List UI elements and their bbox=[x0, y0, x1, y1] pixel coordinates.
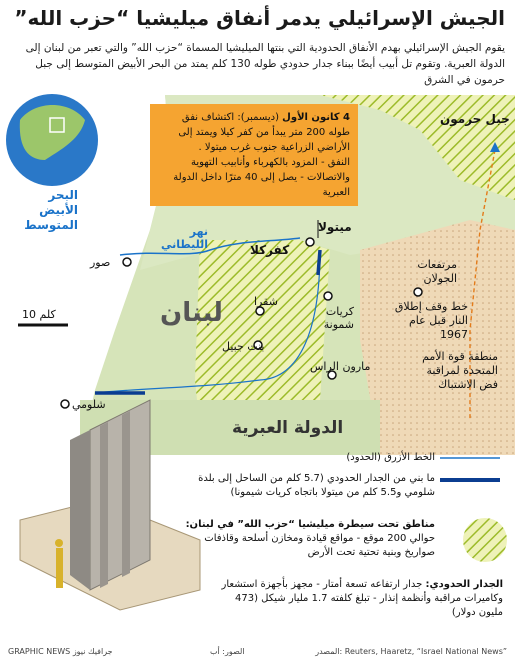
golan-dot bbox=[414, 288, 422, 296]
label-mediterranean: البحر الأبيض المتوسط bbox=[24, 188, 78, 232]
label-ceasefire: خط وقف إطلاق النار قبل عام 1967 bbox=[394, 300, 468, 341]
shaqra-dot bbox=[256, 307, 264, 315]
legend-wall-title: الجدار الحدودي: bbox=[425, 579, 503, 590]
label-lebanon: لبنان bbox=[160, 298, 223, 328]
legend-hezbollah-swatch bbox=[463, 518, 507, 562]
shlomi-dot bbox=[61, 400, 69, 408]
label-shaqra: شقرا bbox=[254, 295, 278, 308]
footer-sources: المصدر: Reuters, Haaretz, “Israel National News” bbox=[315, 647, 507, 656]
kiryat-shmona-dot bbox=[324, 292, 332, 300]
label-unifil: منطقة قوة الأمم المتحدة لمراقبة فض الاشتباك bbox=[422, 350, 498, 391]
label-metula: ميتولا bbox=[318, 220, 352, 234]
callout-heading: 4 كانون الأول bbox=[282, 112, 350, 123]
legend-wall-body: جدار ارتفاعه تسعة أمتار - مجهز بأجهزة استشعار وكاميرات مراقبة وأنظمة إنذار - تبلغ كلفته 1.7 مليار شيكل (473 مليون دولار) bbox=[221, 579, 503, 618]
label-litani: نهر الليطاني bbox=[161, 225, 208, 251]
label-kafr-kila: كفركلا bbox=[250, 243, 290, 257]
legend-wall-built: ما بني من الجدار الحدودي (5.7 كلم من الساحل إلى بلدة شلومي و5.5 كلم من ميتولا باتجاه كريات شيمونا) bbox=[198, 473, 435, 498]
label-tyre: صور bbox=[90, 256, 111, 269]
callout-heading-suffix: (ديسمبر): اكتشاف نفق طوله 200 متر يبدأ من كفر كيلا ويمتد إلى الأراضي الزراعية جنوب غرب ميتولا . bbox=[178, 112, 350, 153]
page-title: الجيش الإسرائيلي يدمر أنفاق ميليشيا “حزب الله” bbox=[14, 6, 505, 30]
label-golan: مرتفعات الجولان bbox=[417, 258, 457, 285]
label-scale: 10 كلم bbox=[22, 308, 56, 321]
label-israel: الدولة العبرية bbox=[232, 418, 344, 438]
label-marun-al-ras: مارون الراس bbox=[310, 360, 371, 373]
footer-image-credit: الصور: أب bbox=[210, 647, 245, 656]
person-figure bbox=[56, 548, 63, 588]
label-bint-jbeil: بنت جبيل bbox=[222, 340, 265, 353]
legend-hezbollah-body: حوالي 200 موقع - مواقع قيادة ومخازن أسلحة وقاذفات صواريخ وبنية تحتية تحت الأرض bbox=[204, 533, 435, 558]
legend-hezbollah-title: مناطق تحت سيطرة ميليشيا “حزب الله” في لبنان: bbox=[185, 519, 435, 530]
kafr-kila-dot bbox=[306, 238, 314, 246]
tyre-dot bbox=[123, 258, 131, 266]
label-hermon: جبل حرمون bbox=[440, 112, 510, 126]
label-kiryat-shmona: كريات شمونة bbox=[323, 305, 354, 331]
built-wall-east bbox=[318, 250, 320, 275]
callout-body: النفق - المزود بالكهرباء وأنابيب التهوية والاتصالات - يصل إلى 40 مترًا داخل الدولة العبرية bbox=[173, 157, 350, 198]
footer-brand: GRAPHIC NEWS جرافيك نيوز bbox=[8, 647, 113, 656]
tunnel-callout bbox=[150, 104, 358, 206]
legend-blue-line: الخط الأزرق (الحدود) bbox=[346, 452, 435, 463]
label-shlomi: شلومي bbox=[72, 398, 106, 411]
intro-paragraph: يقوم الجيش الإسرائيلي بهدم الأنفاق الحدودية التي بنتها الميليشيا المسماة “حزب الله” والتي تعبر من لبنان إلى الدولة العبرية. وتقوم تل أبيب أيضًا ببناء جدار حدودي طوله 130 كلم يمتد من البحر الأبيض المتوسط إلى جبل حرمون في الشرق bbox=[25, 42, 505, 86]
